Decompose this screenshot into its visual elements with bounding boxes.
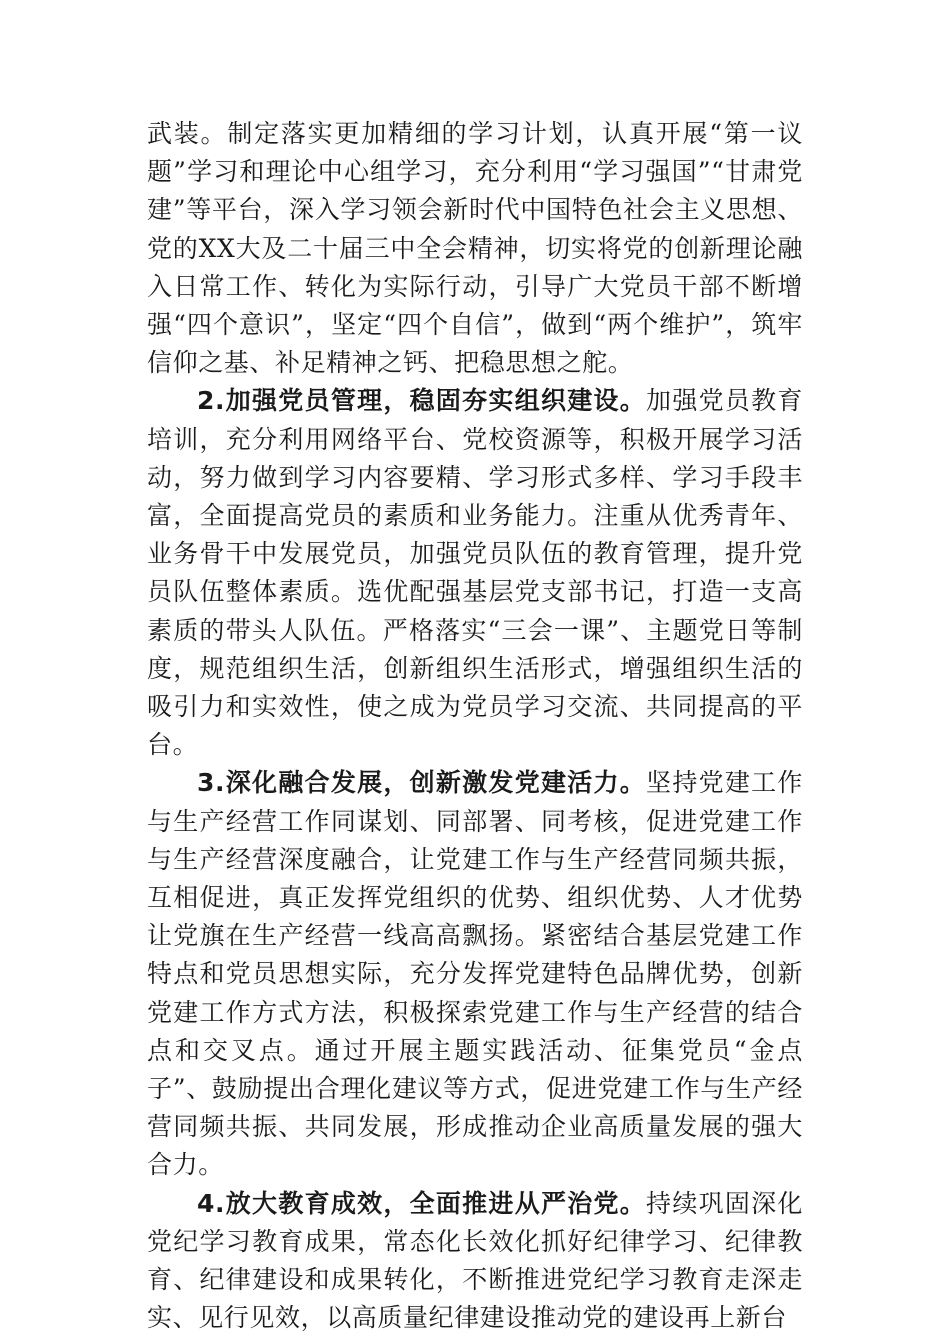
paragraph-party-member-management <box>147 382 803 764</box>
paragraph-heading: 2.加强党员管理，稳固夯实组织建设。 <box>197 386 647 416</box>
paragraph-continuation <box>147 115 803 382</box>
paragraph-text: 坚持党建工作与生产经营工作同谋划、同部署、同考核，促进党建工作与生产经营深度融合，让党建工作与生产经营同频共振，互相促进，真正发挥党组织的优势、组织优势、人才优势让党旗在生产经营一线高高飘扬。紧密结合基层党建工作特点和党员思想实际，充分发挥党建特色品牌优势，创新党建工作方式方法，积极探索党建工作与生产经营的结合点和交叉点。通过开展主题实践活动、征集党员“金点子”、鼓励提出合理化建议等方式，促进党建工作与生产经营同频共振、共同发展，形成推动企业高质量发展的强大合力。 <box>147 768 803 1180</box>
paragraph-text: 持续巩固深化党纪学习教育成果，常态化长效化抓好纪律学习、纪律教育、纪律建设和成果转化，不断推进党纪学习教育走深走实、见行见效，以高质量纪律建设推动党的建设再上新台 <box>147 1188 803 1333</box>
paragraph-heading: 3.深化融合发展，创新激发党建活力。 <box>197 768 647 798</box>
paragraph-text: 加强党员教育培训，充分利用网络平台、党校资源等，积极开展学习活动，努力做到学习内容要精、学习形式多样、学习手段丰富，全面提高党员的素质和业务能力。注重从优秀青年、业务骨干中发展党员，加强党员队伍的教育管理，提升党员队伍整体素质。选优配强基层党支部书记，打造一支高素质的带头人队伍。严格落实“三会一课”、主题党日等制度，规范组织生活，创新组织生活形式，增强组织生活的吸引力和实效性，使之成为党员学习交流、共同提高的平台。 <box>147 386 803 760</box>
paragraph-text: 武装。制定落实更加精细的学习计划，认真开展“第一议题”学习和理论中心组学习，充分利用“学习强国”“甘肃党建”等平台，深入学习领会新时代中国特色社会主义思想、党的XX大及二十届三中全会精神，切实将党的创新理论融入日常工作、转化为实际行动，引导广大党员干部不断增强“四个意识”，坚定“四个自信”，做到“两个维护”，筑牢信仰之基、补足精神之钙、把稳思想之舵。 <box>147 119 803 378</box>
paragraph-integrated-development <box>147 764 803 1184</box>
paragraph-strict-governance <box>147 1185 803 1338</box>
document-body <box>147 115 803 1338</box>
paragraph-heading: 4.放大教育成效，全面推进从严治党。 <box>197 1188 647 1218</box>
